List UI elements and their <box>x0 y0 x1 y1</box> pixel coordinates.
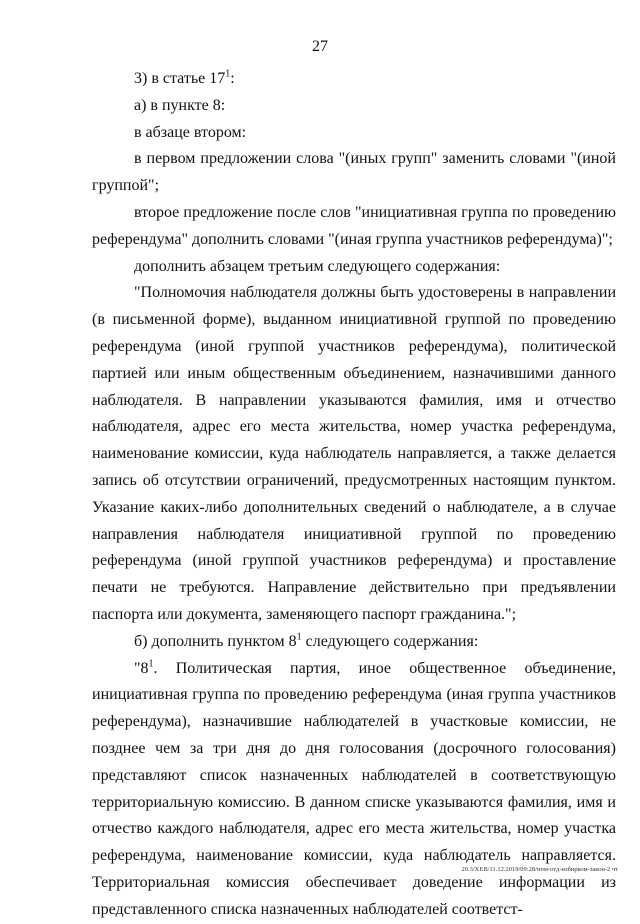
paragraph-article: 3) в статье $17^1$: <box>134 68 235 87</box>
paragraph-item-b: б) дополнить пунктом $8^1$ следующего содержания: <box>134 631 479 650</box>
paragraph-second-abzac: в абзаце втором: <box>134 123 247 141</box>
paragraph-first-sentence: в первом предложении слова "(иных групп" заменить словами "(иной группой"; <box>92 150 616 195</box>
paragraph-point-8-1: "$8^1$. Политическая партия, иное общественное объединение, инициативная группа по проведению референдума (иная группа участников референдума), назначившие наблюдателей в участковые комиссии, не позднее чем за три дня до дня голосования (досрочного голосования) представляют список назначенных наблюдателей в соответствующую территориальную комиссию. В данном списке указываются фамилия, имя и отчество каждого наблюдателя, адрес его места жительства, номер участка референдума, наименование комиссии, куда наблюдатель направляется. Территориальная комиссия обеспечивает доведение информации из представленного списка назначенных наблюдателей соответст- <box>92 658 616 918</box>
paragraph-second-sentence: второе предложение после слов "инициативная группа по проведению референдума" дополнить словами "(иная группа участников референдума)"; <box>92 203 616 248</box>
page-number: 27 <box>312 38 328 55</box>
document-body <box>92 66 616 924</box>
paragraph-quoted-observer-powers: "Полномочия наблюдателя должны быть удостоверены в направлении (в письменной форме), выданном инициативной группой по проведению референдума (иной группой участников референдума), политической партией или иным общественным объединением, назначившими данного наблюдателя. В направлении указываются фамилия, имя и отчество наблюдателя, адрес его места жительства, номер участка референдума, наименование комиссии, куда наблюдатель направляется, а также делается запись об отсутствии ограничений, предусмотренных настоящим пунктом. Указание каких-либо дополнительных сведений о наблюдателе, а в случае направления наблюдателя инициативной группой по проведению референдума (иной группой участников референдума) и проставление печати не требуются. Направление действительно при предъявлении паспорта или документа, заменяющего паспорт гражданина."; <box>92 284 616 623</box>
footer-document-code: 20.3/ХЕВ/11.12.2019/09:28/нпм-отд-избирком-закон-2 чт <box>461 866 618 873</box>
paragraph-item-a: а) в пункте 8: <box>134 96 226 114</box>
paragraph-add-third-abzac: дополнить абзацем третьим следующего содержания: <box>134 257 501 275</box>
